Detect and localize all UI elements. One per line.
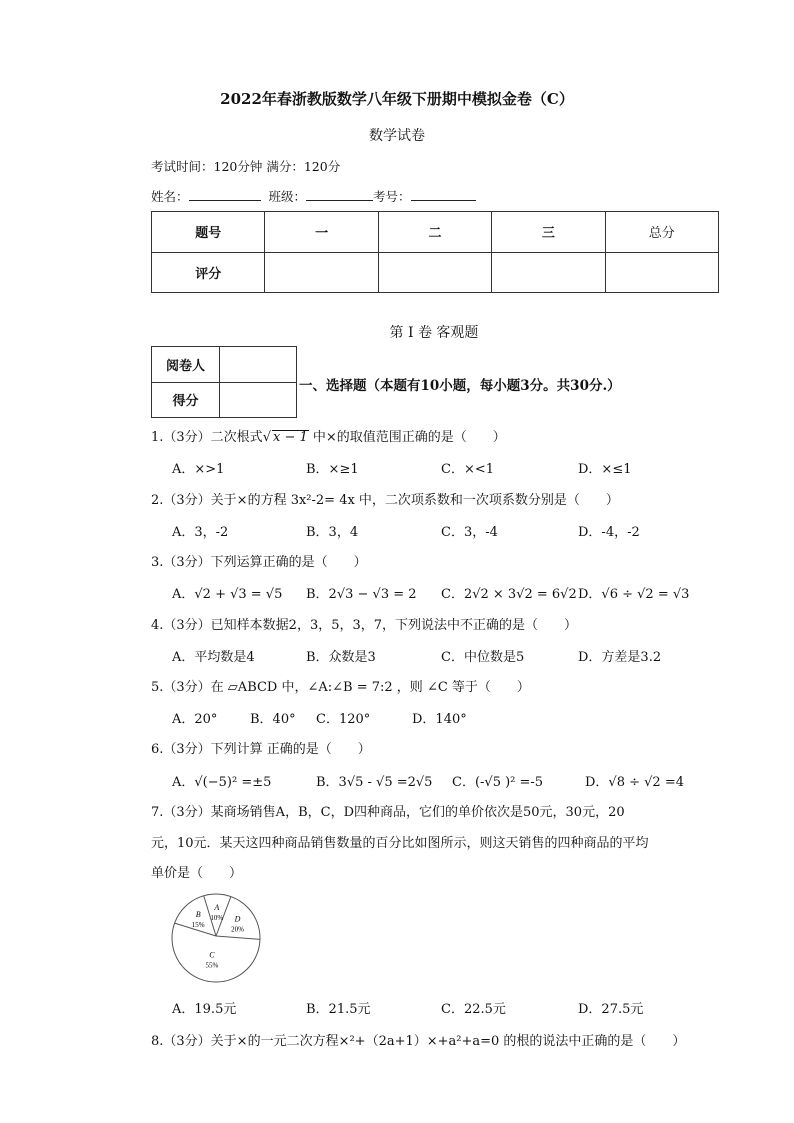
question-5: 5.（3分）在 ▱ABCD 中，∠A:∠B = 7:2 ，则 ∠C 等于（ ） [151,680,530,695]
exam-info: 考试时间：120分钟 满分：120分 [151,159,341,174]
q6-option-a[interactable]: A．√(−5)² =±5 [172,775,272,790]
question-3: 3.（3分）下列运算正确的是（ ） [151,555,367,570]
q2-option-a[interactable]: A．3，-2 [172,525,229,540]
q6-option-c[interactable]: C．(-√5 )² =-5 [452,775,544,790]
score-cell: 总分 [605,212,718,253]
grader-score-label: 得分 [152,382,220,418]
name-blank[interactable] [189,188,261,201]
name-label: 姓名： [151,189,189,204]
sqrt-sign: √ [262,430,271,445]
pie-category-label: A [214,903,220,913]
q3-option-c[interactable]: C．2√2 × 3√2 = 6√2 [441,587,577,602]
question-6: 6.（3分）下列计算 正确的是（ ） [151,742,371,757]
q3-option-d[interactable]: D．√6 ÷ √2 = √3 [578,587,690,602]
score-cell: 题号 [152,212,265,253]
score-table [151,211,719,293]
section-heading: 一、选择题（本题有10小题，每小题3分。共30分.） [299,378,621,394]
q4-option-c[interactable]: C．中位数是5 [441,650,525,665]
grader-score-cell[interactable] [220,382,297,418]
number-label: 考号： [372,189,411,204]
reviewer-cell[interactable] [220,347,297,383]
question-7-line-2: 元，10元．某天这四种商品销售数量的百分比如图所示，则这天销售的四种商品的平均 [151,836,649,851]
q1-radicand: x − 1 [272,430,308,445]
q5-option-b[interactable]: B．40° [250,712,296,727]
q1-option-d[interactable]: D．×≤1 [578,462,632,477]
class-blank[interactable] [306,188,373,201]
q5-option-c[interactable]: C．120° [316,712,371,727]
question-1 [151,426,506,445]
q3-option-b[interactable]: B．2√3 − √3 = 2 [306,587,417,602]
score-row-label: 评分 [152,252,265,293]
q1-option-c[interactable]: C．×<1 [441,462,495,477]
q1-stem-pre: 1.（3分）二次根式 [151,430,263,445]
q5-option-a[interactable]: A．20° [172,712,218,727]
q6-option-b[interactable]: B．3√5 - √5 =2√5 [316,775,433,790]
question-8: 8.（3分）关于×的一元二次方程×²+（2a+1）×+a²+a=0 的根的说法中正确的是（ ） [151,1034,686,1049]
q3-option-a[interactable]: A．√2 + √3 = √5 [172,587,283,602]
pie-chart [170,892,266,984]
q6-option-d[interactable]: D．√8 ÷ √2 =4 [585,775,684,790]
question-7-line-3: 单价是（ ） [151,866,243,881]
q7-option-a[interactable]: A．19.5元 [172,1002,237,1017]
q1-option-a[interactable]: A．×>1 [172,462,225,477]
q1-stem-post: 中×的取值范围正确的是（ ） [308,430,506,445]
score-input-cell[interactable] [378,252,491,293]
pie-percent-label: 15% [191,921,205,930]
score-cell: 一 [265,212,378,253]
pie-percent-label: 20% [231,925,244,934]
section-title: 第 I 卷 客观题 [389,325,479,341]
q2-option-c[interactable]: C．3，-4 [441,525,498,540]
q7-option-d[interactable]: D．27.5元 [578,1002,644,1017]
pie-category-label: D [234,914,241,924]
class-label: 班级： [268,189,306,204]
pie-category-label: B [195,910,201,920]
q7-option-c[interactable]: C．22.5元 [441,1002,506,1017]
pie-percent-label: 55% [205,961,219,970]
score-table-header-row [152,212,719,253]
q2-option-b[interactable]: B．3，4 [306,525,359,540]
q4-option-a[interactable]: A．平均数是4 [172,650,255,665]
number-blank[interactable] [411,188,476,201]
pie-percent-label: 10% [210,914,224,923]
reviewer-label: 阅卷人 [152,347,220,383]
grader-table [151,346,297,418]
q4-option-d[interactable]: D．方差是3.2 [578,650,662,665]
pie-category-label: C [209,950,215,960]
question-4: 4.（3分）已知样本数据2，3，5，3，7，下列说法中不正确的是（ ） [151,618,578,633]
question-2: 2.（3分）关于×的方程 3x²-2= 4x 中，二次项系数和一次项系数分别是（ ） [151,493,619,508]
exam-title: 2022年春浙教版数学八年级下册期中模拟金卷（C） [220,90,574,108]
q5-option-d[interactable]: D．140° [412,712,467,727]
exam-subtitle: 数学试卷 [369,128,425,144]
score-input-cell[interactable] [605,252,718,293]
student-info-line [151,187,476,205]
q7-option-b[interactable]: B．21.5元 [306,1002,371,1017]
score-input-cell[interactable] [265,252,378,293]
score-table-score-row [152,252,719,293]
q4-option-b[interactable]: B．众数是3 [306,650,376,665]
score-input-cell[interactable] [492,252,605,293]
q2-option-d[interactable]: D．-4，-2 [578,525,640,540]
q1-option-b[interactable]: B．×≥1 [306,462,359,477]
score-cell: 三 [492,212,605,253]
score-cell: 二 [378,212,491,253]
question-7-line-1: 7.（3分）某商场销售A，B，C，D四种商品，它们的单价依次是50元，30元，20 [151,805,625,820]
